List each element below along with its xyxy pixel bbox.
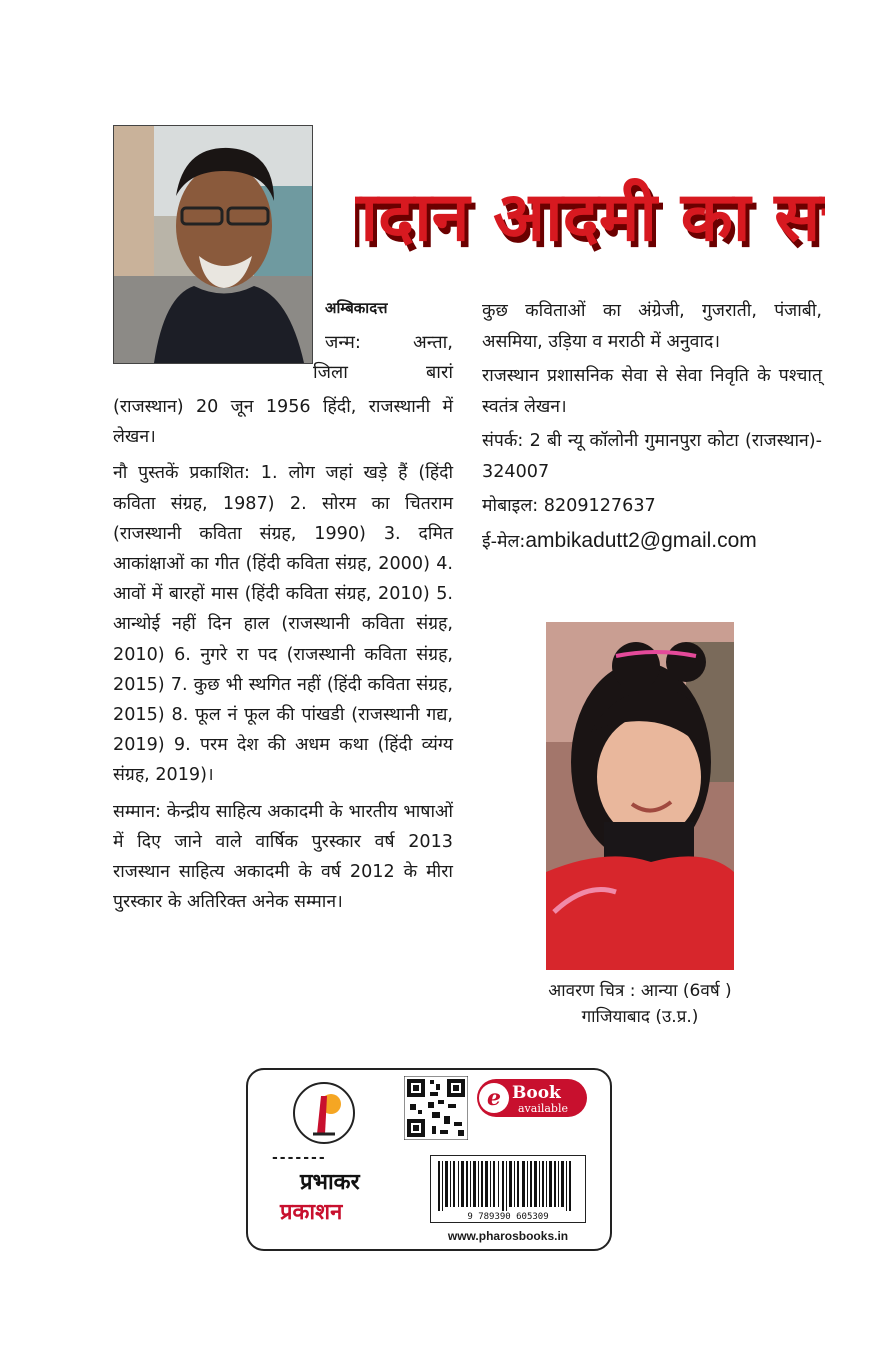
cover-caption-line-2: गाजियाबाद (उ.प्र.) bbox=[581, 1007, 699, 1027]
contact-address: संपर्क: 2 बी न्यू कॉलोनी गुमानपुरा कोटा (राजस्थान)- 324007 bbox=[482, 431, 822, 482]
qr-code[interactable] bbox=[404, 1076, 468, 1140]
cover-caption-line-1: आवरण चित्र : आन्या (6वर्ष ) bbox=[548, 981, 732, 1001]
email-address[interactable]: ambikadutt2@gmail.com bbox=[525, 528, 757, 552]
publisher-name-line-1: प्रभाकर bbox=[300, 1170, 360, 1195]
published-books: नौ पुस्तकें प्रकाशित: 1. लोग जहां खड़े हैं (हिंदी कविता संग्रह, 1987) 2. सोरम का चितराम (राजस्थानी कविता संग्रह, 1990) 3. दमित आकांक्षाओं का गीत (हिंदी कविता संग्रह, 2000) 4. आवों में बारहों मास (हिंदी कविता संग्रह, 2010) 5. आन्थोई नहीं दिन हाल (राजस्थानी कविता संग्रह, 2010) 6. नुगरे रा पद (राजस्थानी कविता संग्रह, 2015) 7. कुछ भी स्थगित नहीं (हिंदी कविता संग्रह, 2015) 8. फूल नं फूल की पांखडी (राजस्थानी गद्य, 2019) 9. परम देश की अधम कथा (हिंदी व्यंग्य संग्रह, 2019)। bbox=[113, 463, 453, 786]
author-photo bbox=[113, 125, 313, 364]
isbn-barcode bbox=[430, 1155, 586, 1223]
email-label: ई-मेल: bbox=[482, 531, 526, 552]
ebook-book: Book bbox=[512, 1083, 561, 1103]
divider-dashes: ------- bbox=[272, 1150, 327, 1166]
author-details bbox=[482, 296, 822, 561]
birth-line-1: जन्म: अन्ता, bbox=[325, 332, 453, 353]
birth-rest: (राजस्थान) 20 जून 1956 हिंदी, राजस्थानी में लेखन। bbox=[113, 397, 453, 448]
publisher-name-line-2: प्रकाशन bbox=[280, 1200, 343, 1225]
ebook-available: available bbox=[518, 1102, 568, 1115]
email-row bbox=[482, 526, 822, 558]
ebook-e: e bbox=[487, 1085, 501, 1111]
book-title bbox=[355, 160, 825, 260]
isbn-digits: 9 789390 605309 bbox=[467, 1212, 549, 1222]
author-bio bbox=[113, 392, 453, 923]
ebook-available-badge bbox=[476, 1078, 588, 1118]
publisher-website[interactable]: www.pharosbooks.in bbox=[447, 1229, 569, 1243]
service: राजस्थान प्रशासनिक सेवा से सेवा निवृति के पश्चात् स्वतंत्र लेखन। bbox=[482, 366, 822, 417]
honours: सम्मान: केन्द्रीय साहित्य अकादमी के भारतीय भाषाओं में दिए जाने वाले वार्षिक पुरस्कार वर्ष 2013 राजस्थान साहित्य अकादमी के वर्ष 2012 के मीरा पुरस्कार के अतिरिक्त अनेक सम्मान। bbox=[113, 801, 453, 913]
author-name: अम्बिकादत्त bbox=[325, 299, 388, 317]
cover-photo bbox=[546, 622, 734, 970]
book-title-shadow: दान आदमी का स bbox=[381, 184, 825, 260]
translations: कुछ कविताओं का अंग्रेजी, गुजराती, पंजाबी, असमिया, उड़िया व मराठी में अनुवाद। bbox=[482, 301, 822, 352]
mobile: मोबाइल: 8209127637 bbox=[482, 496, 656, 516]
publisher-emblem-icon bbox=[291, 1080, 357, 1146]
birth-line-2: जिला बारां bbox=[313, 362, 453, 383]
book-title-text: दान आदमी का स bbox=[377, 178, 821, 257]
